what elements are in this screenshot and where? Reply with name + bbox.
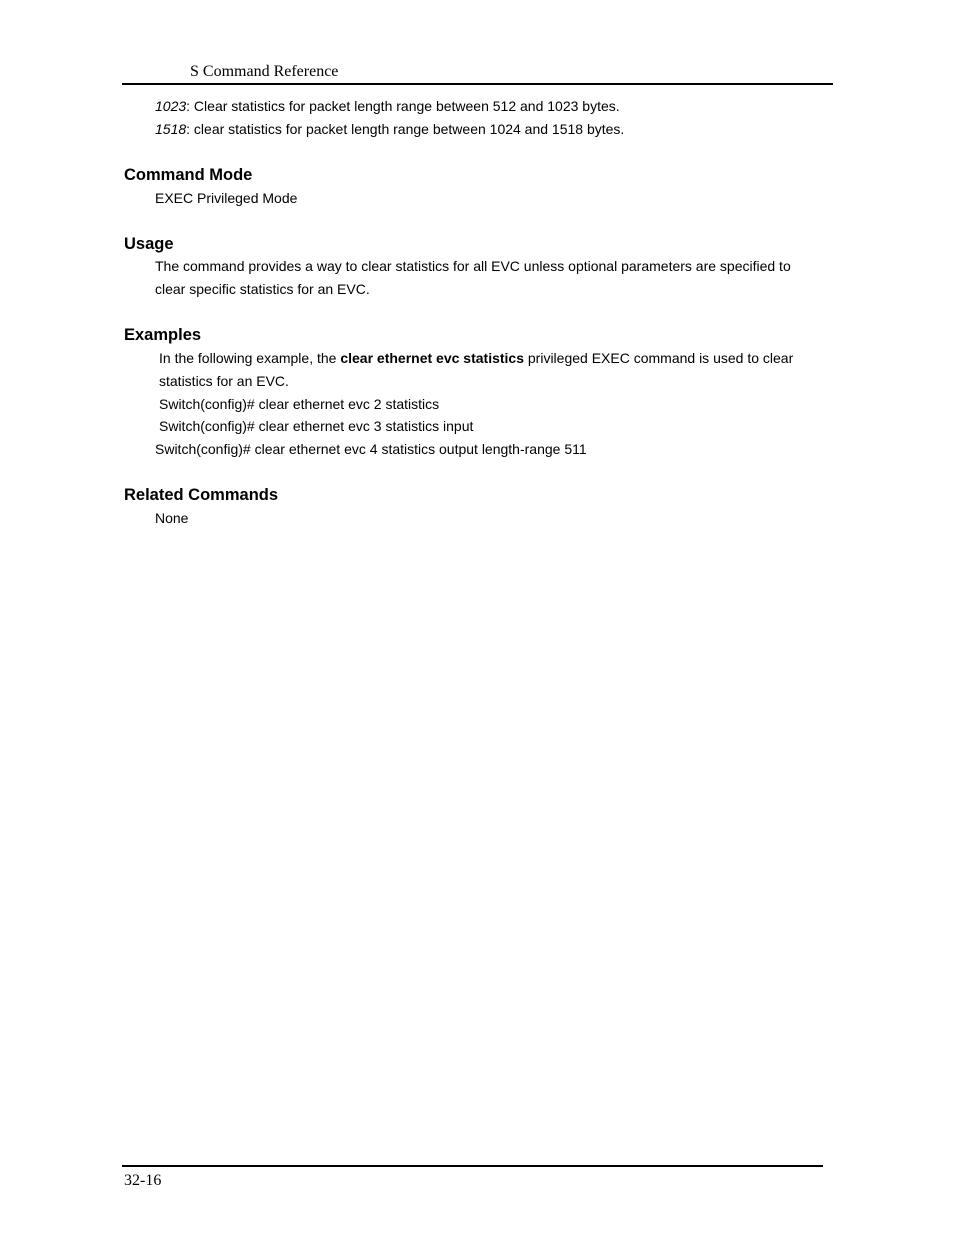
running-header: S Command Reference (190, 63, 339, 80)
example-command-1: Switch(config)# clear ethernet evc 2 statistics (159, 396, 440, 412)
usage-heading: Usage (124, 235, 174, 253)
parameter-term: 1518 (155, 121, 187, 137)
parameter-description: : Clear statistics for packet length range between 512 and 1023 bytes. (186, 98, 620, 114)
examples-intro-line2: statistics for an EVC. (159, 373, 289, 389)
related-commands-text: None (155, 510, 189, 526)
parameter-term: 1023 (155, 98, 187, 114)
example-command-3: Switch(config)# clear ethernet evc 4 statistics output length-range 511 (155, 441, 587, 457)
examples-command-name: clear ethernet evc statistics (340, 350, 524, 366)
examples-intro-text: In the following example, the (159, 350, 341, 366)
examples-heading: Examples (124, 326, 202, 344)
related-commands-heading: Related Commands (124, 486, 279, 504)
examples-intro-line1 (159, 350, 793, 366)
example-command-2: Switch(config)# clear ethernet evc 3 statistics input (159, 418, 474, 434)
parameter-1518 (155, 121, 624, 137)
usage-text-line1: The command provides a way to clear statistics for all EVC unless optional parameters are specified to (155, 258, 791, 274)
header-divider (122, 83, 833, 85)
command-mode-text: EXEC Privileged Mode (155, 190, 298, 206)
examples-intro-text: privileged EXEC command is used to clear (524, 350, 794, 366)
parameter-description: : clear statistics for packet length range between 1024 and 1518 bytes. (186, 121, 625, 137)
usage-text-line2: clear specific statistics for an EVC. (155, 281, 370, 297)
page-number: 32-16 (124, 1172, 162, 1189)
command-mode-heading: Command Mode (124, 166, 253, 184)
parameter-1023 (155, 98, 620, 114)
footer-divider (122, 1165, 823, 1167)
